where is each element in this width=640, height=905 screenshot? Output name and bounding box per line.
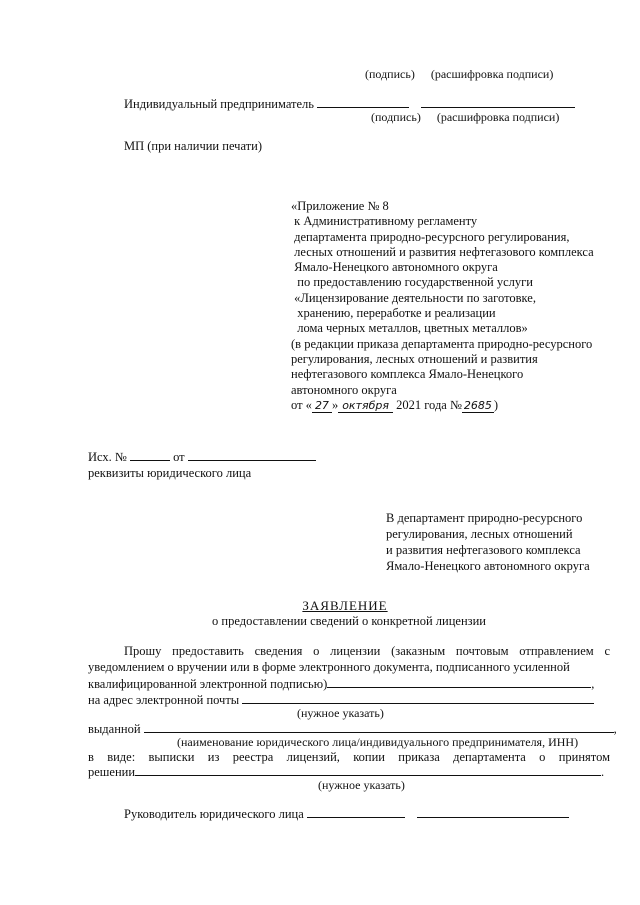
request-paragraph: Прошу предоставить сведения о лицензии (заказным почтовым отправлением с уведомлением о вручении или в форме электронного документа, подписанного усиленной xyxy=(88,644,610,674)
appendix-line: «Приложение № 8 xyxy=(291,199,389,213)
appendix-line: «Лицензирование деятельности по заготовке, xyxy=(291,290,536,305)
appendix-date-line xyxy=(291,398,594,413)
appendix-line: лесных отношений и развития нефтегазового комплекса xyxy=(291,244,594,259)
requisites-label: реквизиты юридического лица xyxy=(88,466,252,480)
issued-to-field[interactable] xyxy=(144,720,614,733)
email-field[interactable] xyxy=(242,691,594,704)
ip-captions xyxy=(371,109,559,125)
specify-hint: (нужное указать) xyxy=(297,706,384,720)
date-year: 2021 года № xyxy=(396,397,462,412)
handwritten-month: октября xyxy=(338,399,393,413)
appendix-line: лома черных металлов, цветных металлов» xyxy=(291,321,528,336)
appendix-line: регулирования, лесных отношений и развития xyxy=(291,351,538,366)
date-mid: » xyxy=(331,397,339,412)
head-decode-line[interactable] xyxy=(417,805,569,818)
ip-signature-caption: (подпись) xyxy=(371,110,421,124)
addressee-line: Ямало-Ненецкого автономного округа xyxy=(386,559,590,573)
signature-caption: (подпись) xyxy=(365,67,415,81)
outgoing-date-field[interactable] xyxy=(188,448,316,461)
outgoing-row xyxy=(88,448,316,465)
handwritten-number: 2685 xyxy=(463,398,492,412)
decision-row: решении . xyxy=(88,765,605,779)
form-line: в виде: выписки из реестра лицензий, копии приказа департамента о принятом xyxy=(88,750,610,764)
outgoing-number-label: Исх. № xyxy=(88,450,127,464)
addressee-line: и развития нефтегазового комплекса xyxy=(386,543,581,557)
top-signature-caption xyxy=(365,66,553,82)
head-signature-line[interactable] xyxy=(307,805,405,818)
issued-label: выданной xyxy=(88,722,141,736)
appendix-line: хранению, переработке и реализации xyxy=(291,306,496,321)
decision-field[interactable] xyxy=(135,763,601,776)
appendix-block xyxy=(291,199,594,413)
appendix-line: (в редакции приказа департамента природно-ресурсного xyxy=(291,336,593,351)
ip-signature-line xyxy=(317,95,409,108)
issued-row: выданной , xyxy=(88,722,617,736)
decode-caption: (расшифровка подписи) xyxy=(430,67,554,81)
specify-hint-2: (нужное указать) xyxy=(318,778,405,792)
appendix-line: Ямало-Ненецкого автономного округа xyxy=(291,260,498,275)
appendix-line: департамента природно-ресурсного регулирования, xyxy=(291,229,570,244)
name-hint: (наименование юридического лица/индивидуального предпринимателя, ИНН) xyxy=(177,735,579,749)
addressee-block xyxy=(386,510,590,574)
signature-type-text: квалифицированной электронной подписью) xyxy=(88,677,328,691)
appendix-line: автономного округа xyxy=(291,382,397,397)
outgoing-from-label: от xyxy=(173,450,185,464)
email-label: на адрес электронной почты xyxy=(88,693,240,707)
ip-label: Индивидуальный предприниматель xyxy=(124,97,314,111)
date-prefix: от « xyxy=(291,397,312,412)
decision-label: решении xyxy=(88,765,136,779)
head-row xyxy=(124,805,569,822)
addressee-line: регулирования, лесных отношений xyxy=(386,527,573,541)
appendix-line: к Административному регламенту xyxy=(291,214,478,229)
ip-decode-line xyxy=(421,95,575,108)
request-paragraph-end: квалифицированной электронной подписью) , xyxy=(88,677,595,691)
outgoing-number-field[interactable] xyxy=(130,448,170,461)
statement-title: ЗАЯВЛЕНИЕ xyxy=(302,598,388,613)
delivery-method-field[interactable] xyxy=(327,675,591,688)
ip-decode-caption: (расшифровка подписи) xyxy=(436,110,560,124)
handwritten-day: 27 xyxy=(312,399,332,413)
seal-note: МП (при наличии печати) xyxy=(124,139,263,153)
addressee-line: В департамент природно-ресурсного xyxy=(386,511,583,525)
statement-subtitle: о предоставлении сведений о конкретной лицензии xyxy=(212,614,486,628)
head-label: Руководитель юридического лица xyxy=(124,807,304,821)
appendix-line: по предоставлению государственной услуги xyxy=(291,275,533,290)
date-close: ) xyxy=(493,397,499,412)
appendix-line: нефтегазового комплекса Ямало-Ненецкого xyxy=(291,367,524,382)
